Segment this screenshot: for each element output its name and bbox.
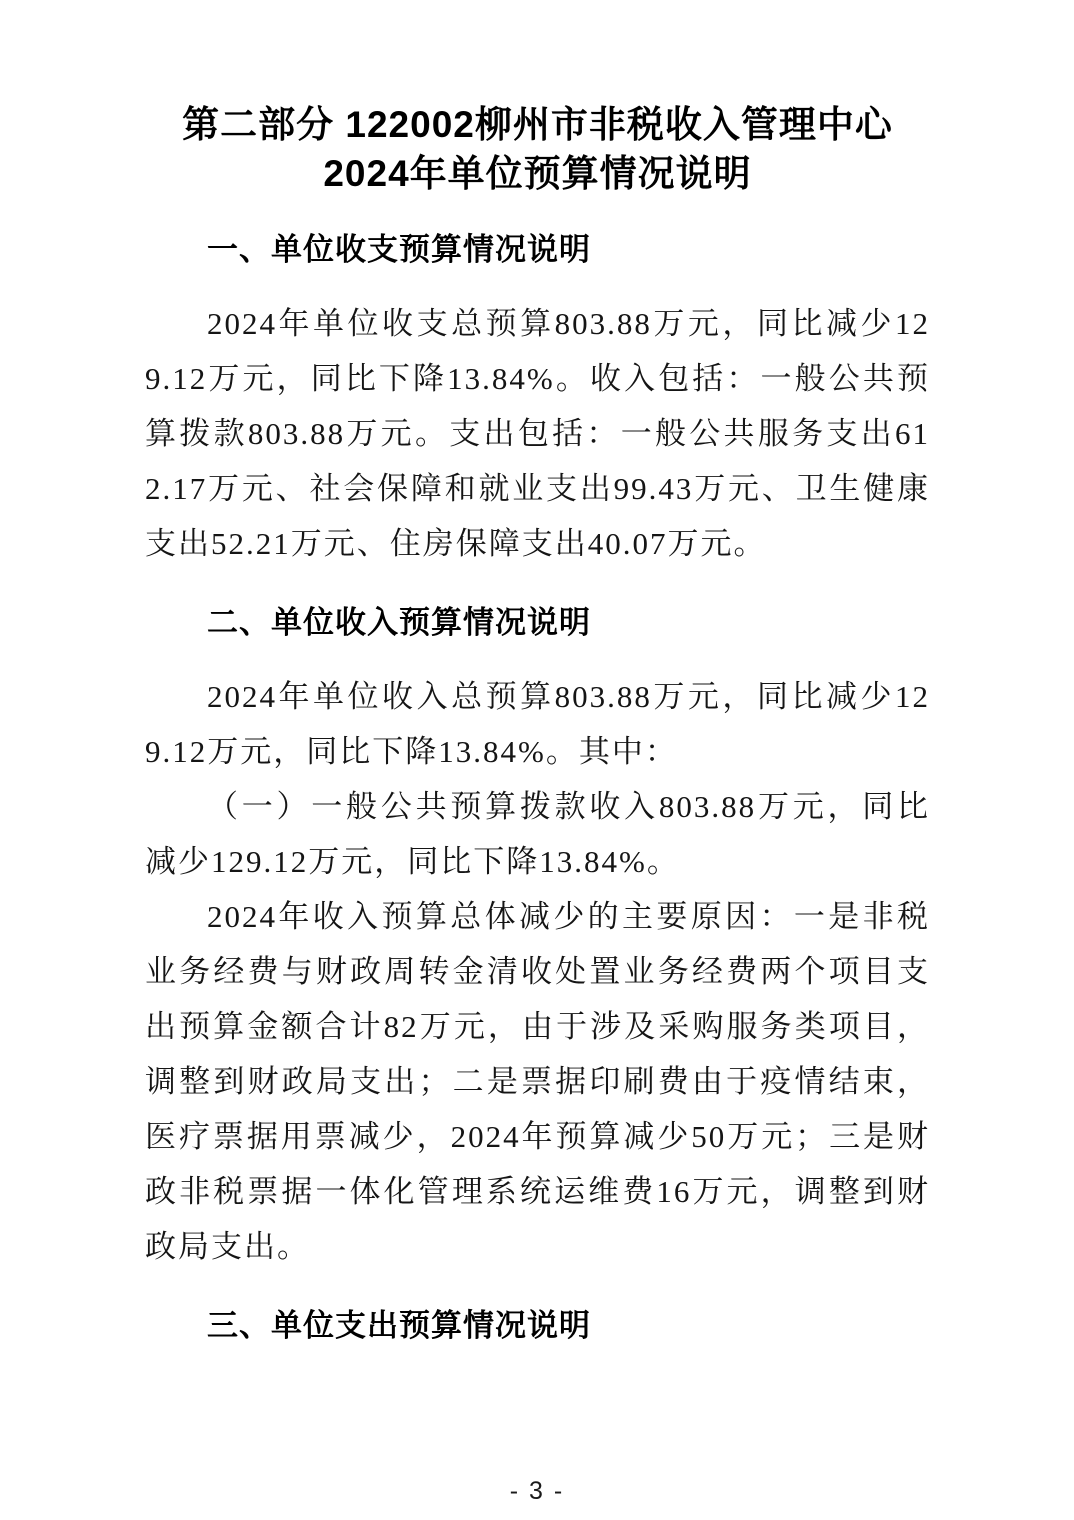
page-number: - 3 - xyxy=(509,1477,565,1505)
page-title xyxy=(145,100,930,198)
section-heading-income: 二、单位收入预算情况说明 xyxy=(207,605,591,640)
page-title-line-2: 2024年单位预算情况说明 xyxy=(323,153,752,194)
body-paragraph: 2024年收入预算总体减少的主要原因：一是非税业务经费与财政周转金清收处置业务经费两个项目支出预算金额合计82万元，由于涉及采购服务类项目，调整到财政局支出；二是票据印刷费由于疫情结束，医疗票据用票减少，2024年预算减少50万元；三是财政非税票据一体化管理系统运维费16万元，调整到财政局支出。 xyxy=(145,899,930,1264)
page-title-line-1: 第二部分 122002柳州市非税收入管理中心 xyxy=(182,104,893,145)
body-paragraph: 2024年单位收入总预算803.88万元，同比减少129.12万元，同比下降13.84%。其中： xyxy=(145,679,930,769)
body-paragraph: （一）一般公共预算拨款收入803.88万元，同比减少129.12万元，同比下降13.84%。 xyxy=(145,789,930,879)
body-paragraph: 2024年单位收支总预算803.88万元，同比减少129.12万元，同比下降13.84%。收入包括：一般公共预算拨款803.88万元。支出包括：一般公共服务支出612.17万元、社会保障和就业支出99.43万元、卫生健康支出52.21万元、住房保障支出40.07万元。 xyxy=(145,306,930,561)
section-heading-expenditure: 三、单位支出预算情况说明 xyxy=(207,1308,591,1343)
section-heading-income-expenditure: 一、单位收支预算情况说明 xyxy=(207,232,591,267)
